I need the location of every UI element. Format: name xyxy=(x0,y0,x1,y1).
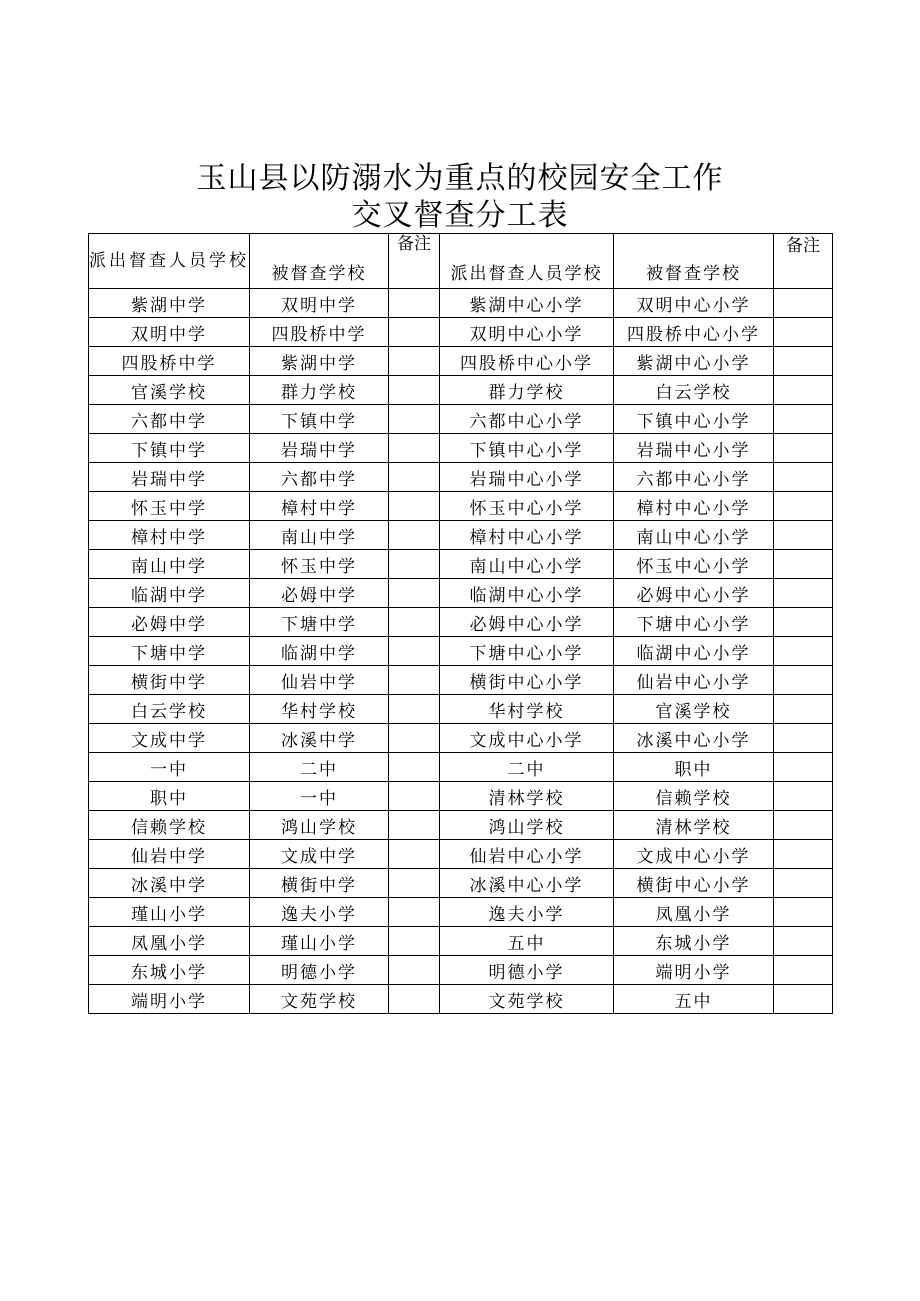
header-inspected-school-2: 被督查学校 xyxy=(614,234,774,289)
inspected-school-cell-2: 东城小学 xyxy=(614,927,774,956)
inspected-school-cell: 六都中学 xyxy=(250,463,389,492)
inspected-school-cell-2: 六都中心小学 xyxy=(614,463,774,492)
remarks-cell xyxy=(389,695,440,724)
remarks-cell-2 xyxy=(774,869,833,898)
remarks-cell-2 xyxy=(774,608,833,637)
dispatch-school-cell-2: 五中 xyxy=(440,927,614,956)
dispatch-school-cell: 樟村中学 xyxy=(89,521,250,550)
remarks-cell xyxy=(389,753,440,782)
remarks-cell xyxy=(389,898,440,927)
table-row xyxy=(89,463,833,492)
remarks-cell xyxy=(389,608,440,637)
remarks-cell-2 xyxy=(774,637,833,666)
header-inspected-school: 被督查学校 xyxy=(250,234,389,289)
document-subtitle: 交叉督查分工表 xyxy=(351,198,569,233)
dispatch-school-cell-2: 二中 xyxy=(440,753,614,782)
table-row xyxy=(89,724,833,753)
dispatch-school-cell: 信赖学校 xyxy=(89,811,250,840)
dispatch-school-cell-2: 群力学校 xyxy=(440,376,614,405)
inspected-school-cell-2: 怀玉中心小学 xyxy=(614,550,774,579)
dispatch-school-cell: 岩瑞中学 xyxy=(89,463,250,492)
dispatch-school-cell-2: 清林学校 xyxy=(440,782,614,811)
dispatch-school-cell: 六都中学 xyxy=(89,405,250,434)
remarks-cell xyxy=(389,289,440,318)
dispatch-school-cell: 临湖中学 xyxy=(89,579,250,608)
table-row xyxy=(89,289,833,318)
dispatch-school-cell-2: 岩瑞中心小学 xyxy=(440,463,614,492)
remarks-cell-2 xyxy=(774,840,833,869)
inspected-school-cell: 鸿山学校 xyxy=(250,811,389,840)
inspected-school-cell-2: 下塘中心小学 xyxy=(614,608,774,637)
remarks-cell xyxy=(389,463,440,492)
inspected-school-cell: 逸夫小学 xyxy=(250,898,389,927)
header-dispatch-school-2: 派出督查人员学校 xyxy=(440,234,614,289)
remarks-cell-2 xyxy=(774,347,833,376)
inspected-school-cell-2: 必姆中心小学 xyxy=(614,579,774,608)
dispatch-school-cell: 必姆中学 xyxy=(89,608,250,637)
dispatch-school-cell-2: 下镇中心小学 xyxy=(440,434,614,463)
table-row xyxy=(89,376,833,405)
remarks-cell xyxy=(389,840,440,869)
table-row xyxy=(89,956,833,985)
inspected-school-cell: 华村学校 xyxy=(250,695,389,724)
remarks-cell-2 xyxy=(774,492,833,521)
inspected-school-cell-2: 信赖学校 xyxy=(614,782,774,811)
remarks-cell-2 xyxy=(774,550,833,579)
dispatch-school-cell: 官溪学校 xyxy=(89,376,250,405)
table-row xyxy=(89,579,833,608)
dispatch-school-cell: 凤凰小学 xyxy=(89,927,250,956)
header-remarks-2: 备注 xyxy=(774,234,833,289)
table-row xyxy=(89,985,833,1014)
table-row xyxy=(89,492,833,521)
dispatch-school-cell: 职中 xyxy=(89,782,250,811)
remarks-cell-2 xyxy=(774,666,833,695)
table-row xyxy=(89,405,833,434)
dispatch-school-cell-2: 华村学校 xyxy=(440,695,614,724)
dispatch-school-cell: 仙岩中学 xyxy=(89,840,250,869)
dispatch-school-cell-2: 怀玉中心小学 xyxy=(440,492,614,521)
remarks-cell xyxy=(389,724,440,753)
table-row xyxy=(89,840,833,869)
remarks-cell xyxy=(389,782,440,811)
dispatch-school-cell: 紫湖中学 xyxy=(89,289,250,318)
dispatch-school-cell: 东城小学 xyxy=(89,956,250,985)
inspected-school-cell: 仙岩中学 xyxy=(250,666,389,695)
inspected-school-cell: 横街中学 xyxy=(250,869,389,898)
table-row xyxy=(89,550,833,579)
inspected-school-cell: 下塘中学 xyxy=(250,608,389,637)
dispatch-school-cell: 双明中学 xyxy=(89,318,250,347)
dispatch-school-cell: 白云学校 xyxy=(89,695,250,724)
remarks-cell-2 xyxy=(774,956,833,985)
inspected-school-cell-2: 凤凰小学 xyxy=(614,898,774,927)
dispatch-school-cell-2: 四股桥中心小学 xyxy=(440,347,614,376)
remarks-cell-2 xyxy=(774,289,833,318)
dispatch-school-cell-2: 文成中心小学 xyxy=(440,724,614,753)
dispatch-school-cell-2: 必姆中心小学 xyxy=(440,608,614,637)
dispatch-school-cell-2: 逸夫小学 xyxy=(440,898,614,927)
remarks-cell xyxy=(389,579,440,608)
inspected-school-cell: 冰溪中学 xyxy=(250,724,389,753)
remarks-cell-2 xyxy=(774,782,833,811)
dispatch-school-cell-2: 六都中心小学 xyxy=(440,405,614,434)
inspected-school-cell: 必姆中学 xyxy=(250,579,389,608)
remarks-cell xyxy=(389,927,440,956)
inspected-school-cell-2: 官溪学校 xyxy=(614,695,774,724)
dispatch-school-cell-2: 紫湖中心小学 xyxy=(440,289,614,318)
inspected-school-cell-2: 临湖中心小学 xyxy=(614,637,774,666)
remarks-cell-2 xyxy=(774,579,833,608)
inspected-school-cell-2: 横街中心小学 xyxy=(614,869,774,898)
remarks-cell-2 xyxy=(774,463,833,492)
remarks-cell xyxy=(389,869,440,898)
table-row xyxy=(89,637,833,666)
dispatch-school-cell: 端明小学 xyxy=(89,985,250,1014)
table-row xyxy=(89,927,833,956)
dispatch-school-cell: 南山中学 xyxy=(89,550,250,579)
dispatch-school-cell: 四股桥中学 xyxy=(89,347,250,376)
dispatch-school-cell: 下镇中学 xyxy=(89,434,250,463)
table-row xyxy=(89,753,833,782)
inspected-school-cell-2: 五中 xyxy=(614,985,774,1014)
inspected-school-cell-2: 白云学校 xyxy=(614,376,774,405)
inspected-school-cell-2: 冰溪中心小学 xyxy=(614,724,774,753)
header-row xyxy=(89,234,833,289)
inspected-school-cell: 临湖中学 xyxy=(250,637,389,666)
dispatch-school-cell-2: 南山中心小学 xyxy=(440,550,614,579)
dispatch-school-cell: 横街中学 xyxy=(89,666,250,695)
inspected-school-cell: 四股桥中学 xyxy=(250,318,389,347)
table-row xyxy=(89,347,833,376)
inspected-school-cell: 文苑学校 xyxy=(250,985,389,1014)
dispatch-school-cell-2: 樟村中心小学 xyxy=(440,521,614,550)
remarks-cell-2 xyxy=(774,898,833,927)
inspected-school-cell: 明德小学 xyxy=(250,956,389,985)
inspected-school-cell-2: 下镇中心小学 xyxy=(614,405,774,434)
table-row xyxy=(89,521,833,550)
inspected-school-cell: 南山中学 xyxy=(250,521,389,550)
table-row xyxy=(89,666,833,695)
table-row xyxy=(89,782,833,811)
inspected-school-cell: 紫湖中学 xyxy=(250,347,389,376)
dispatch-school-cell-2: 双明中心小学 xyxy=(440,318,614,347)
inspected-school-cell: 岩瑞中学 xyxy=(250,434,389,463)
inspected-school-cell: 双明中学 xyxy=(250,289,389,318)
dispatch-school-cell-2: 明德小学 xyxy=(440,956,614,985)
remarks-cell-2 xyxy=(774,434,833,463)
remarks-cell xyxy=(389,985,440,1014)
remarks-cell xyxy=(389,405,440,434)
table-row xyxy=(89,811,833,840)
inspected-school-cell: 怀玉中学 xyxy=(250,550,389,579)
remarks-cell-2 xyxy=(774,695,833,724)
table-row xyxy=(89,318,833,347)
inspected-school-cell-2: 南山中心小学 xyxy=(614,521,774,550)
inspected-school-cell-2: 仙岩中心小学 xyxy=(614,666,774,695)
inspected-school-cell: 群力学校 xyxy=(250,376,389,405)
remarks-cell-2 xyxy=(774,405,833,434)
remarks-cell-2 xyxy=(774,927,833,956)
remarks-cell-2 xyxy=(774,521,833,550)
inspected-school-cell: 下镇中学 xyxy=(250,405,389,434)
header-remarks: 备注 xyxy=(389,234,440,289)
table-row xyxy=(89,608,833,637)
dispatch-school-cell-2: 冰溪中心小学 xyxy=(440,869,614,898)
inspected-school-cell-2: 端明小学 xyxy=(614,956,774,985)
inspected-school-cell-2: 职中 xyxy=(614,753,774,782)
remarks-cell-2 xyxy=(774,811,833,840)
header-dispatch-school: 派出督查人员学校 xyxy=(89,234,250,289)
dispatch-school-cell-2: 临湖中心小学 xyxy=(440,579,614,608)
table-row xyxy=(89,434,833,463)
inspected-school-cell: 文成中学 xyxy=(250,840,389,869)
inspected-school-cell: 樟村中学 xyxy=(250,492,389,521)
dispatch-school-cell-2: 下塘中心小学 xyxy=(440,637,614,666)
remarks-cell xyxy=(389,318,440,347)
document-title: 玉山县以防溺水为重点的校园安全工作 xyxy=(196,161,724,196)
remarks-cell xyxy=(389,347,440,376)
inspected-school-cell-2: 文成中心小学 xyxy=(614,840,774,869)
inspected-school-cell: 一中 xyxy=(250,782,389,811)
table-row xyxy=(89,695,833,724)
remarks-cell-2 xyxy=(774,753,833,782)
remarks-cell xyxy=(389,521,440,550)
dispatch-school-cell: 冰溪中学 xyxy=(89,869,250,898)
inspected-school-cell-2: 四股桥中心小学 xyxy=(614,318,774,347)
remarks-cell xyxy=(389,550,440,579)
dispatch-school-cell: 怀玉中学 xyxy=(89,492,250,521)
table-row xyxy=(89,898,833,927)
dispatch-school-cell: 下塘中学 xyxy=(89,637,250,666)
inspected-school-cell-2: 岩瑞中心小学 xyxy=(614,434,774,463)
dispatch-school-cell: 文成中学 xyxy=(89,724,250,753)
inspected-school-cell-2: 紫湖中心小学 xyxy=(614,347,774,376)
supervision-table xyxy=(88,233,833,1014)
inspected-school-cell-2: 清林学校 xyxy=(614,811,774,840)
remarks-cell xyxy=(389,956,440,985)
dispatch-school-cell-2: 横街中心小学 xyxy=(440,666,614,695)
remarks-cell xyxy=(389,492,440,521)
table-row xyxy=(89,869,833,898)
dispatch-school-cell: 瑾山小学 xyxy=(89,898,250,927)
remarks-cell xyxy=(389,376,440,405)
inspected-school-cell-2: 樟村中心小学 xyxy=(614,492,774,521)
dispatch-school-cell-2: 鸿山学校 xyxy=(440,811,614,840)
dispatch-school-cell-2: 文苑学校 xyxy=(440,985,614,1014)
dispatch-school-cell-2: 仙岩中心小学 xyxy=(440,840,614,869)
remarks-cell-2 xyxy=(774,985,833,1014)
inspected-school-cell: 二中 xyxy=(250,753,389,782)
remarks-cell xyxy=(389,434,440,463)
remarks-cell xyxy=(389,666,440,695)
remarks-cell xyxy=(389,637,440,666)
inspected-school-cell: 瑾山小学 xyxy=(250,927,389,956)
remarks-cell-2 xyxy=(774,376,833,405)
remarks-cell-2 xyxy=(774,318,833,347)
inspected-school-cell-2: 双明中心小学 xyxy=(614,289,774,318)
remarks-cell xyxy=(389,811,440,840)
remarks-cell-2 xyxy=(774,724,833,753)
dispatch-school-cell: 一中 xyxy=(89,753,250,782)
